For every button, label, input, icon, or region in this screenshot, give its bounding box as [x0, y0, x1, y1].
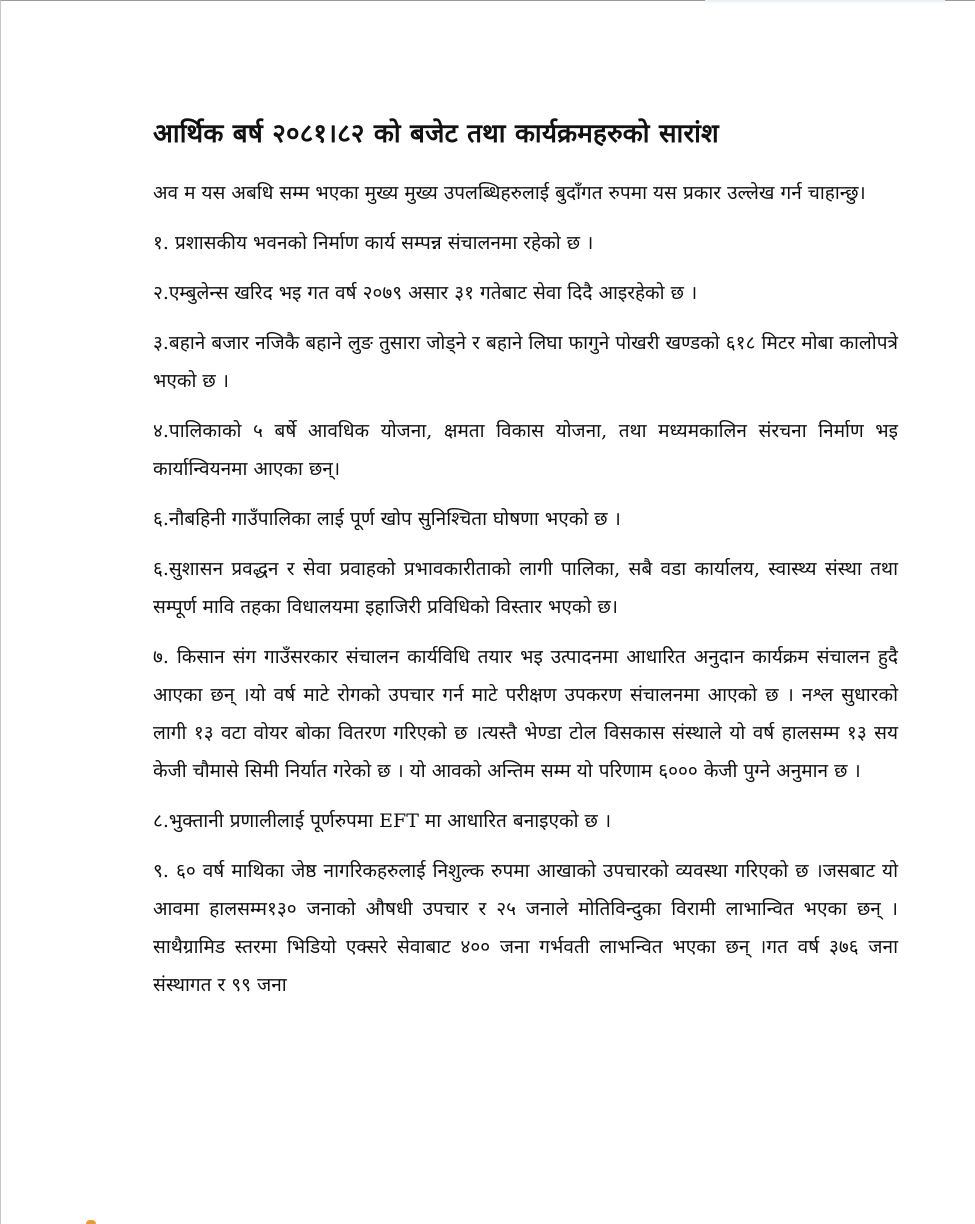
achievement-item-6: ६.सुशासन प्रवद्धन र सेवा प्रवाहको प्रभावकारीताको लागी पालिका, सबै वडा कार्यालय, स्वास्थ्य संस्था तथा सम्पूर्ण मावि तहका विधालयमा इहाजिरी प्रविधिको विस्तार भएको छ। [153, 558, 898, 618]
achievement-item-5: ६.नौबहिनी गाउँपालिका लाई पूर्ण खोप सुनिश्चिता घोषणा भएको छ । [153, 508, 621, 530]
document-body [153, 112, 898, 1016]
achievement-item-3: ३.बहाने बजार नजिकै बहाने लुङ तुसारा जोड्ने र बहाने लिघा फागुने पोखरी खण्डको ६१८ मिटर मोबा कालोपत्रे भएको छ । [153, 332, 898, 392]
intro-paragraph: अव म यस अबधि सम्म भएका मुख्य मुख्य उपलब्धिहरुलाई बुदाँगत रुपमा यस प्रकार उल्लेख गर्न चाहान्छु। [153, 182, 866, 204]
achievement-item-4: ४.पालिकाको ५ बर्षे आवधिक योजना, क्षमता विकास योजना, तथा मध्यमकालिन संरचना निर्माण भइ कार्यान्वियनमा आएका छन्। [153, 420, 898, 480]
bottom-edge-mark [86, 1220, 96, 1224]
achievement-item-7: ७. किसान संग गाउँसरकार संचालन कार्यविधि तयार भइ उत्पादनमा आधारित अनुदान कार्यक्रम संचालन हुदै आएका छन् ।यो वर्ष माटे रोगको उपचार गर्न माटे परीक्षण उपकरण संचालनमा आएको छ । नश्ल सुधारको लागी १३ वटा वोयर बोका वितरण गरिएको छ ।त्यस्तै भेण्डा टोल विसकास संस्थाले यो वर्ष हालसम्म १३ सय केजी चौमासे सिमी निर्यात गरेको छ । यो आवको अन्तिम सम्म यो परिणाम ६००० केजी पुग्ने अनुमान छ । [153, 646, 898, 782]
document-title: आर्थिक बर्ष २०८१।८२ को बजेट तथा कार्यक्रमहरुको सारांश [153, 119, 719, 149]
achievement-item-2: २.एम्बुलेन्स खरिद भइ गत वर्ष २०७९ असार ३१ गतेबाट सेवा दिदै आइरहेको छ । [153, 282, 698, 304]
achievement-item-1: १. प्रशासकीय भवनको निर्माण कार्य सम्पन्न संचालनमा रहेको छ । [153, 232, 594, 254]
window-top-shadow [705, 0, 945, 4]
achievement-item-9: ९. ६० वर्ष माथिका जेष्ठ नागरिकहरुलाई निशुल्क रुपमा आखाको उपचारको व्यवस्था गरिएको छ ।जसबाट यो आवमा हालसम्म१३० जनाको औषधी उपचार र २५ जनाले मोतिविन्दुका विरामी लाभान्वित भएका छन् ।साथैग्रामिड स्तरमा भिडियो एक्सरे सेवाबाट ४०० जना गर्भवती लाभन्वित भएका छन् ।गत वर्ष ३७६ जना संस्थागत र ९९ जना [153, 860, 898, 996]
achievement-item-8: ८.भुक्तानी प्रणालीलाई पूर्णरुपमा EFT मा आधारित बनाइएको छ । [153, 810, 612, 832]
